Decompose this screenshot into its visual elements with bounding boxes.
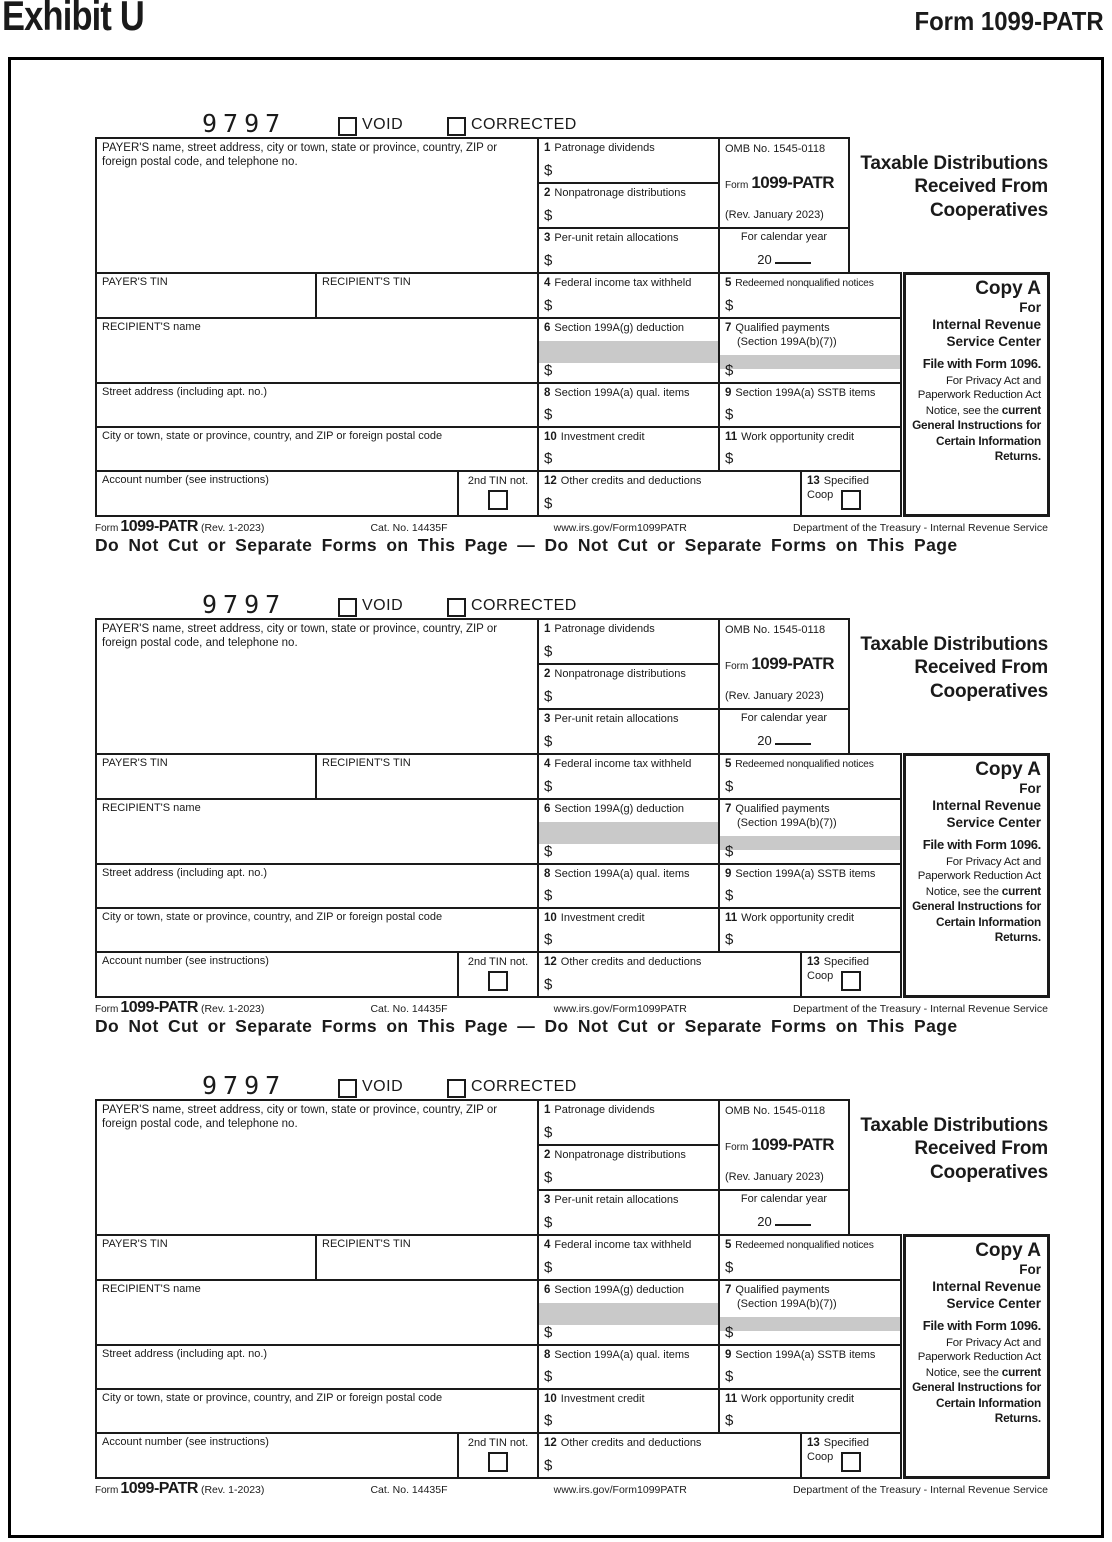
file-with-1096: File with Form 1096. [922, 836, 1041, 852]
irs-website: www.irs.gov/Form1099PATR [553, 1003, 687, 1015]
omb-form-id-cell [718, 1099, 850, 1191]
payer-tin-label: PAYER'S TIN [102, 1238, 168, 1250]
file-with-1096: File with Form 1096. [922, 355, 1041, 371]
calendar-year-label: For calendar year [740, 712, 828, 724]
dollar-sign: $ [725, 931, 734, 949]
calendar-year-cell [718, 708, 850, 755]
dollar-sign: $ [544, 162, 553, 180]
recipient-tin-field[interactable] [315, 753, 539, 800]
box-7-sublabel: (Section 199A(b)(7)) [737, 335, 837, 348]
dollar-sign: $ [544, 207, 553, 225]
specified-coop-checkbox[interactable] [841, 971, 861, 991]
box-11-work-opportunity-credit[interactable]: 11 Work opportunity credit $ [718, 907, 902, 953]
account-number-field[interactable] [95, 1432, 459, 1479]
dollar-sign: $ [544, 643, 553, 661]
box-13-specified-coop: 13 Specified Coop [800, 1432, 902, 1479]
dollar-sign: $ [725, 778, 734, 796]
box-4-federal-income-tax-withheld[interactable]: 4 Federal income tax withheld $ [537, 1234, 720, 1281]
street-address-label: Street address (including apt. no.) [102, 867, 268, 879]
dollar-sign: $ [544, 495, 553, 513]
form-footer [95, 1480, 1048, 1498]
corrected-label: CORRECTED [471, 597, 577, 614]
account-number-label: Account number (see instructions) [102, 1436, 269, 1448]
corrected-label: CORRECTED [471, 116, 577, 133]
revision-date: (Rev. January 2023) [725, 1171, 824, 1184]
street-address-label: Street address (including apt. no.) [102, 1348, 268, 1360]
box-5-redeemed-nonqualified-notices[interactable]: 5 Redeemed nonqualified notices $ [718, 753, 902, 800]
dollar-sign: $ [544, 1214, 553, 1232]
dollar-sign: $ [725, 450, 734, 468]
box-3-per-unit-retain-allocations[interactable]: 3 Per-unit retain allocations $ [537, 708, 720, 755]
box-9-section-199aa-sstb-items[interactable]: 9 Section 199A(a) SSTB items $ [718, 382, 902, 428]
dollar-sign: $ [544, 931, 553, 949]
void-label: VOID [362, 597, 404, 614]
recipient-tin-field[interactable] [315, 1234, 539, 1281]
department-line: Department of the Treasury - Internal Revenue Service [792, 522, 1048, 534]
dollar-sign: $ [544, 976, 553, 994]
dollar-sign: $ [544, 1259, 553, 1277]
payer-tin-label: PAYER'S TIN [102, 276, 168, 288]
void-checkbox[interactable] [338, 598, 357, 617]
box-6-section-199ag-deduction[interactable]: 6 Section 199A(g) deduction $ [537, 798, 720, 865]
exhibit-title: Exhibit U [2, 0, 144, 39]
recipient-name-label: RECIPIENT'S name [102, 1283, 201, 1295]
payer-name-address-field[interactable] [95, 618, 539, 755]
form-id: Form 1099-PATR [725, 1135, 835, 1155]
recipient-name-field[interactable] [95, 317, 539, 384]
second-tin-label: 2nd TIN not. [467, 475, 529, 487]
box-1-patronage-dividends[interactable]: 1 Patronage dividends $ [537, 618, 720, 665]
box-7-sublabel: (Section 199A(b)(7)) [737, 1297, 837, 1310]
recipient-name-field[interactable] [95, 1279, 539, 1346]
recipient-tin-label: RECIPIENT'S TIN [322, 1238, 411, 1250]
form-title: Taxable Distributions Received From Cooperatives [860, 1115, 1048, 1183]
box-12-other-credits-and-deductions[interactable]: 12 Other credits and deductions $ [537, 470, 802, 517]
account-number-label: Account number (see instructions) [102, 474, 269, 486]
recipient-tin-field[interactable] [315, 272, 539, 319]
shaded-area [539, 1303, 718, 1325]
payer-tin-field[interactable] [95, 272, 317, 319]
account-number-field[interactable] [95, 470, 459, 517]
form-id: Form 1099-PATR [725, 173, 835, 193]
box-10-investment-credit[interactable]: 10 Investment credit $ [537, 907, 720, 953]
ocr-form-code: 9797 [202, 590, 287, 619]
payer-tin-field[interactable] [95, 1234, 317, 1281]
second-tin-notice-cell [457, 470, 539, 517]
shaded-area [720, 355, 900, 369]
specified-coop-checkbox[interactable] [841, 490, 861, 510]
specified-coop-checkbox[interactable] [841, 1452, 861, 1472]
form-title: Taxable Distributions Received From Cooperatives [860, 153, 1048, 221]
calendar-year-entry: 20 [725, 1212, 843, 1230]
city-state-zip-field[interactable] [95, 907, 539, 953]
year-blank[interactable] [775, 1212, 811, 1226]
form-footer [95, 999, 1048, 1017]
dollar-sign: $ [544, 1324, 553, 1342]
box-7-qualified-payments[interactable]: 7 Qualified payments (Section 199A(b)(7)) $ [718, 1279, 902, 1346]
payer-name-address-field[interactable] [95, 137, 539, 274]
calendar-year-cell [718, 227, 850, 274]
street-address-label: Street address (including apt. no.) [102, 386, 268, 398]
second-tin-label: 2nd TIN not. [467, 956, 529, 968]
ocr-form-code: 9797 [202, 1071, 287, 1100]
city-state-zip-label: City or town, state or province, country, and ZIP or foreign postal code [102, 430, 443, 442]
calendar-year-label: For calendar year [740, 1193, 828, 1205]
form-footer [95, 518, 1048, 536]
street-address-field[interactable] [95, 1344, 539, 1390]
calendar-year-entry: 20 [725, 731, 843, 749]
box-4-federal-income-tax-withheld[interactable]: 4 Federal income tax withheld $ [537, 272, 720, 319]
payer-tin-field[interactable] [95, 753, 317, 800]
omb-number: OMB No. 1545-0118 [725, 1105, 826, 1117]
recipient-tin-label: RECIPIENT'S TIN [322, 276, 411, 288]
recipient-name-label: RECIPIENT'S name [102, 321, 201, 333]
corrected-checkbox[interactable] [447, 598, 466, 617]
form-id: Form 1099-PATR [725, 654, 835, 674]
copy-a-panel: Copy A For Internal Revenue Service Center File with Form 1096. For Privacy Act and Paperwork Reduction Act Notice, see the current General Instructions for Certain Information Returns. [903, 1234, 1050, 1479]
dollar-sign: $ [544, 778, 553, 796]
footer-form-id: Form 1099-PATR (Rev. 1-2023) [95, 1480, 265, 1497]
calendar-year-cell [718, 1189, 850, 1236]
recipient-name-field[interactable] [95, 798, 539, 865]
box-7-sublabel: (Section 199A(b)(7)) [737, 816, 837, 829]
box-2-nonpatronage-distributions[interactable]: 2 Nonpatronage distributions $ [537, 182, 720, 229]
second-tin-label: 2nd TIN not. [467, 1437, 529, 1449]
corrected-checkbox[interactable] [447, 117, 466, 136]
payer-name-address-field[interactable] [95, 1099, 539, 1236]
box-8-section-199aa-qual-items[interactable]: 8 Section 199A(a) qual. items $ [537, 1344, 720, 1390]
privacy-act-notice: For Privacy Act and Paperwork Reduction Act Notice, see the current General Instructions for Certain Information Returns. [912, 855, 1041, 945]
city-state-zip-field[interactable] [95, 426, 539, 472]
omb-form-id-cell [718, 618, 850, 710]
box-7-qualified-payments[interactable]: 7 Qualified payments (Section 199A(b)(7)) $ [718, 798, 902, 865]
dollar-sign: $ [544, 688, 553, 706]
dollar-sign: $ [725, 1259, 734, 1277]
irs-website: www.irs.gov/Form1099PATR [553, 522, 687, 534]
city-state-zip-field[interactable] [95, 1388, 539, 1434]
department-line: Department of the Treasury - Internal Revenue Service [792, 1484, 1048, 1496]
shaded-area [539, 822, 718, 844]
box-10-investment-credit[interactable]: 10 Investment credit $ [537, 426, 720, 472]
do-not-cut-line: Do Not Cut or Separate Forms on This Page — Do Not Cut or Separate Forms on This Page [95, 1016, 958, 1036]
corrected-label: CORRECTED [471, 1078, 577, 1095]
dollar-sign: $ [544, 252, 553, 270]
year-blank[interactable] [775, 250, 811, 264]
corrected-checkbox[interactable] [447, 1079, 466, 1098]
dollar-sign: $ [544, 1124, 553, 1142]
city-state-zip-label: City or town, state or province, country, and ZIP or foreign postal code [102, 1392, 443, 1404]
copy-a-title: Copy A [975, 1240, 1041, 1261]
dollar-sign: $ [544, 406, 553, 424]
catalog-number: Cat. No. 14435F [370, 522, 448, 534]
catalog-number: Cat. No. 14435F [370, 1003, 448, 1015]
calendar-year-entry: 20 [725, 250, 843, 268]
dollar-sign: $ [544, 450, 553, 468]
second-tin-notice-cell [457, 1432, 539, 1479]
void-label: VOID [362, 1078, 404, 1095]
payer-name-address-label: PAYER'S name, street address, city or town, state or province, country, ZIP or foreign postal code, and telephone no. [102, 623, 498, 650]
omb-number: OMB No. 1545-0118 [725, 143, 826, 155]
dollar-sign: $ [544, 362, 553, 380]
dollar-sign: $ [725, 1324, 734, 1342]
payer-name-address-label: PAYER'S name, street address, city or town, state or province, country, ZIP or foreign postal code, and telephone no. [102, 142, 498, 169]
dollar-sign: $ [544, 1368, 553, 1386]
ocr-form-code: 9797 [202, 109, 287, 138]
header-form-number: Form 1099-PATR [914, 6, 1104, 36]
box-5-redeemed-nonqualified-notices[interactable]: 5 Redeemed nonqualified notices $ [718, 1234, 902, 1281]
dollar-sign: $ [544, 887, 553, 905]
box-1-patronage-dividends[interactable]: 1 Patronage dividends $ [537, 137, 720, 184]
privacy-act-notice: For Privacy Act and Paperwork Reduction Act Notice, see the current General Instructions for Certain Information Returns. [912, 374, 1041, 464]
footer-form-id: Form 1099-PATR (Rev. 1-2023) [95, 518, 265, 535]
second-tin-checkbox[interactable] [488, 490, 508, 510]
second-tin-checkbox[interactable] [488, 1452, 508, 1472]
shaded-area [720, 836, 900, 850]
recipient-tin-label: RECIPIENT'S TIN [322, 757, 411, 769]
department-line: Department of the Treasury - Internal Revenue Service [792, 1003, 1048, 1015]
account-number-label: Account number (see instructions) [102, 955, 269, 967]
do-not-cut-line: Do Not Cut or Separate Forms on This Page — Do Not Cut or Separate Forms on This Page [95, 535, 958, 555]
file-with-1096: File with Form 1096. [922, 1317, 1041, 1333]
form-title: Taxable Distributions Received From Cooperatives [860, 634, 1048, 702]
box-12-other-credits-and-deductions[interactable]: 12 Other credits and deductions $ [537, 1432, 802, 1479]
box-4-federal-income-tax-withheld[interactable]: 4 Federal income tax withheld $ [537, 753, 720, 800]
copy-a-panel: Copy A For Internal Revenue Service Center File with Form 1096. For Privacy Act and Paperwork Reduction Act Notice, see the current General Instructions for Certain Information Returns. [903, 753, 1050, 998]
dollar-sign: $ [544, 843, 553, 861]
payer-tin-label: PAYER'S TIN [102, 757, 168, 769]
dollar-sign: $ [725, 362, 734, 380]
irs-website: www.irs.gov/Form1099PATR [553, 1484, 687, 1496]
dollar-sign: $ [725, 297, 734, 315]
shaded-area [720, 1317, 900, 1331]
box-11-work-opportunity-credit[interactable]: 11 Work opportunity credit $ [718, 1388, 902, 1434]
box-13-specified-coop: 13 Specified Coop [800, 951, 902, 998]
dollar-sign: $ [544, 1169, 553, 1187]
recipient-name-label: RECIPIENT'S name [102, 802, 201, 814]
privacy-act-notice: For Privacy Act and Paperwork Reduction Act Notice, see the current General Instructions for Certain Information Returns. [912, 1336, 1041, 1426]
dollar-sign: $ [725, 406, 734, 424]
box-3-per-unit-retain-allocations[interactable]: 3 Per-unit retain allocations $ [537, 227, 720, 274]
street-address-field[interactable] [95, 382, 539, 428]
calendar-year-label: For calendar year [740, 231, 828, 243]
box-9-section-199aa-sstb-items[interactable]: 9 Section 199A(a) SSTB items $ [718, 1344, 902, 1390]
box-2-nonpatronage-distributions[interactable]: 2 Nonpatronage distributions $ [537, 1144, 720, 1191]
void-checkbox[interactable] [338, 117, 357, 136]
box-13-specified-coop: 13 Specified Coop [800, 470, 902, 517]
dollar-sign: $ [544, 1412, 553, 1430]
form-1099-patr-copy [0, 105, 1112, 565]
dollar-sign: $ [544, 733, 553, 751]
omb-form-id-cell [718, 137, 850, 229]
city-state-zip-label: City or town, state or province, country, and ZIP or foreign postal code [102, 911, 443, 923]
box-11-work-opportunity-credit[interactable]: 11 Work opportunity credit $ [718, 426, 902, 472]
year-blank[interactable] [775, 731, 811, 745]
revision-date: (Rev. January 2023) [725, 209, 824, 222]
copy-a-title: Copy A [975, 278, 1041, 299]
omb-number: OMB No. 1545-0118 [725, 624, 826, 636]
dollar-sign: $ [725, 1412, 734, 1430]
box-8-section-199aa-qual-items[interactable]: 8 Section 199A(a) qual. items $ [537, 382, 720, 428]
box-8-section-199aa-qual-items[interactable]: 8 Section 199A(a) qual. items $ [537, 863, 720, 909]
box-10-investment-credit[interactable]: 10 Investment credit $ [537, 1388, 720, 1434]
box-6-section-199ag-deduction[interactable]: 6 Section 199A(g) deduction $ [537, 1279, 720, 1346]
second-tin-checkbox[interactable] [488, 971, 508, 991]
form-1099-patr-copy [0, 1067, 1112, 1527]
shaded-area [539, 341, 718, 363]
dollar-sign: $ [544, 297, 553, 315]
dollar-sign: $ [725, 843, 734, 861]
dollar-sign: $ [544, 1457, 553, 1475]
box-7-qualified-payments[interactable]: 7 Qualified payments (Section 199A(b)(7)) $ [718, 317, 902, 384]
void-label: VOID [362, 116, 404, 133]
second-tin-notice-cell [457, 951, 539, 998]
catalog-number: Cat. No. 14435F [370, 1484, 448, 1496]
box-9-section-199aa-sstb-items[interactable]: 9 Section 199A(a) SSTB items $ [718, 863, 902, 909]
account-number-field[interactable] [95, 951, 459, 998]
dollar-sign: $ [725, 887, 734, 905]
street-address-field[interactable] [95, 863, 539, 909]
form-1099-patr-copy [0, 586, 1112, 1046]
box-2-nonpatronage-distributions[interactable]: 2 Nonpatronage distributions $ [537, 663, 720, 710]
revision-date: (Rev. January 2023) [725, 690, 824, 703]
payer-name-address-label: PAYER'S name, street address, city or town, state or province, country, ZIP or foreign postal code, and telephone no. [102, 1104, 498, 1131]
box-1-patronage-dividends[interactable]: 1 Patronage dividends $ [537, 1099, 720, 1146]
box-3-per-unit-retain-allocations[interactable]: 3 Per-unit retain allocations $ [537, 1189, 720, 1236]
footer-form-id: Form 1099-PATR (Rev. 1-2023) [95, 999, 265, 1016]
copy-a-title: Copy A [975, 759, 1041, 780]
void-checkbox[interactable] [338, 1079, 357, 1098]
dollar-sign: $ [725, 1368, 734, 1386]
box-6-section-199ag-deduction[interactable]: 6 Section 199A(g) deduction $ [537, 317, 720, 384]
copy-a-panel: Copy A For Internal Revenue Service Center File with Form 1096. For Privacy Act and Paperwork Reduction Act Notice, see the current General Instructions for Certain Information Returns. [903, 272, 1050, 517]
box-5-redeemed-nonqualified-notices[interactable]: 5 Redeemed nonqualified notices $ [718, 272, 902, 319]
box-12-other-credits-and-deductions[interactable]: 12 Other credits and deductions $ [537, 951, 802, 998]
